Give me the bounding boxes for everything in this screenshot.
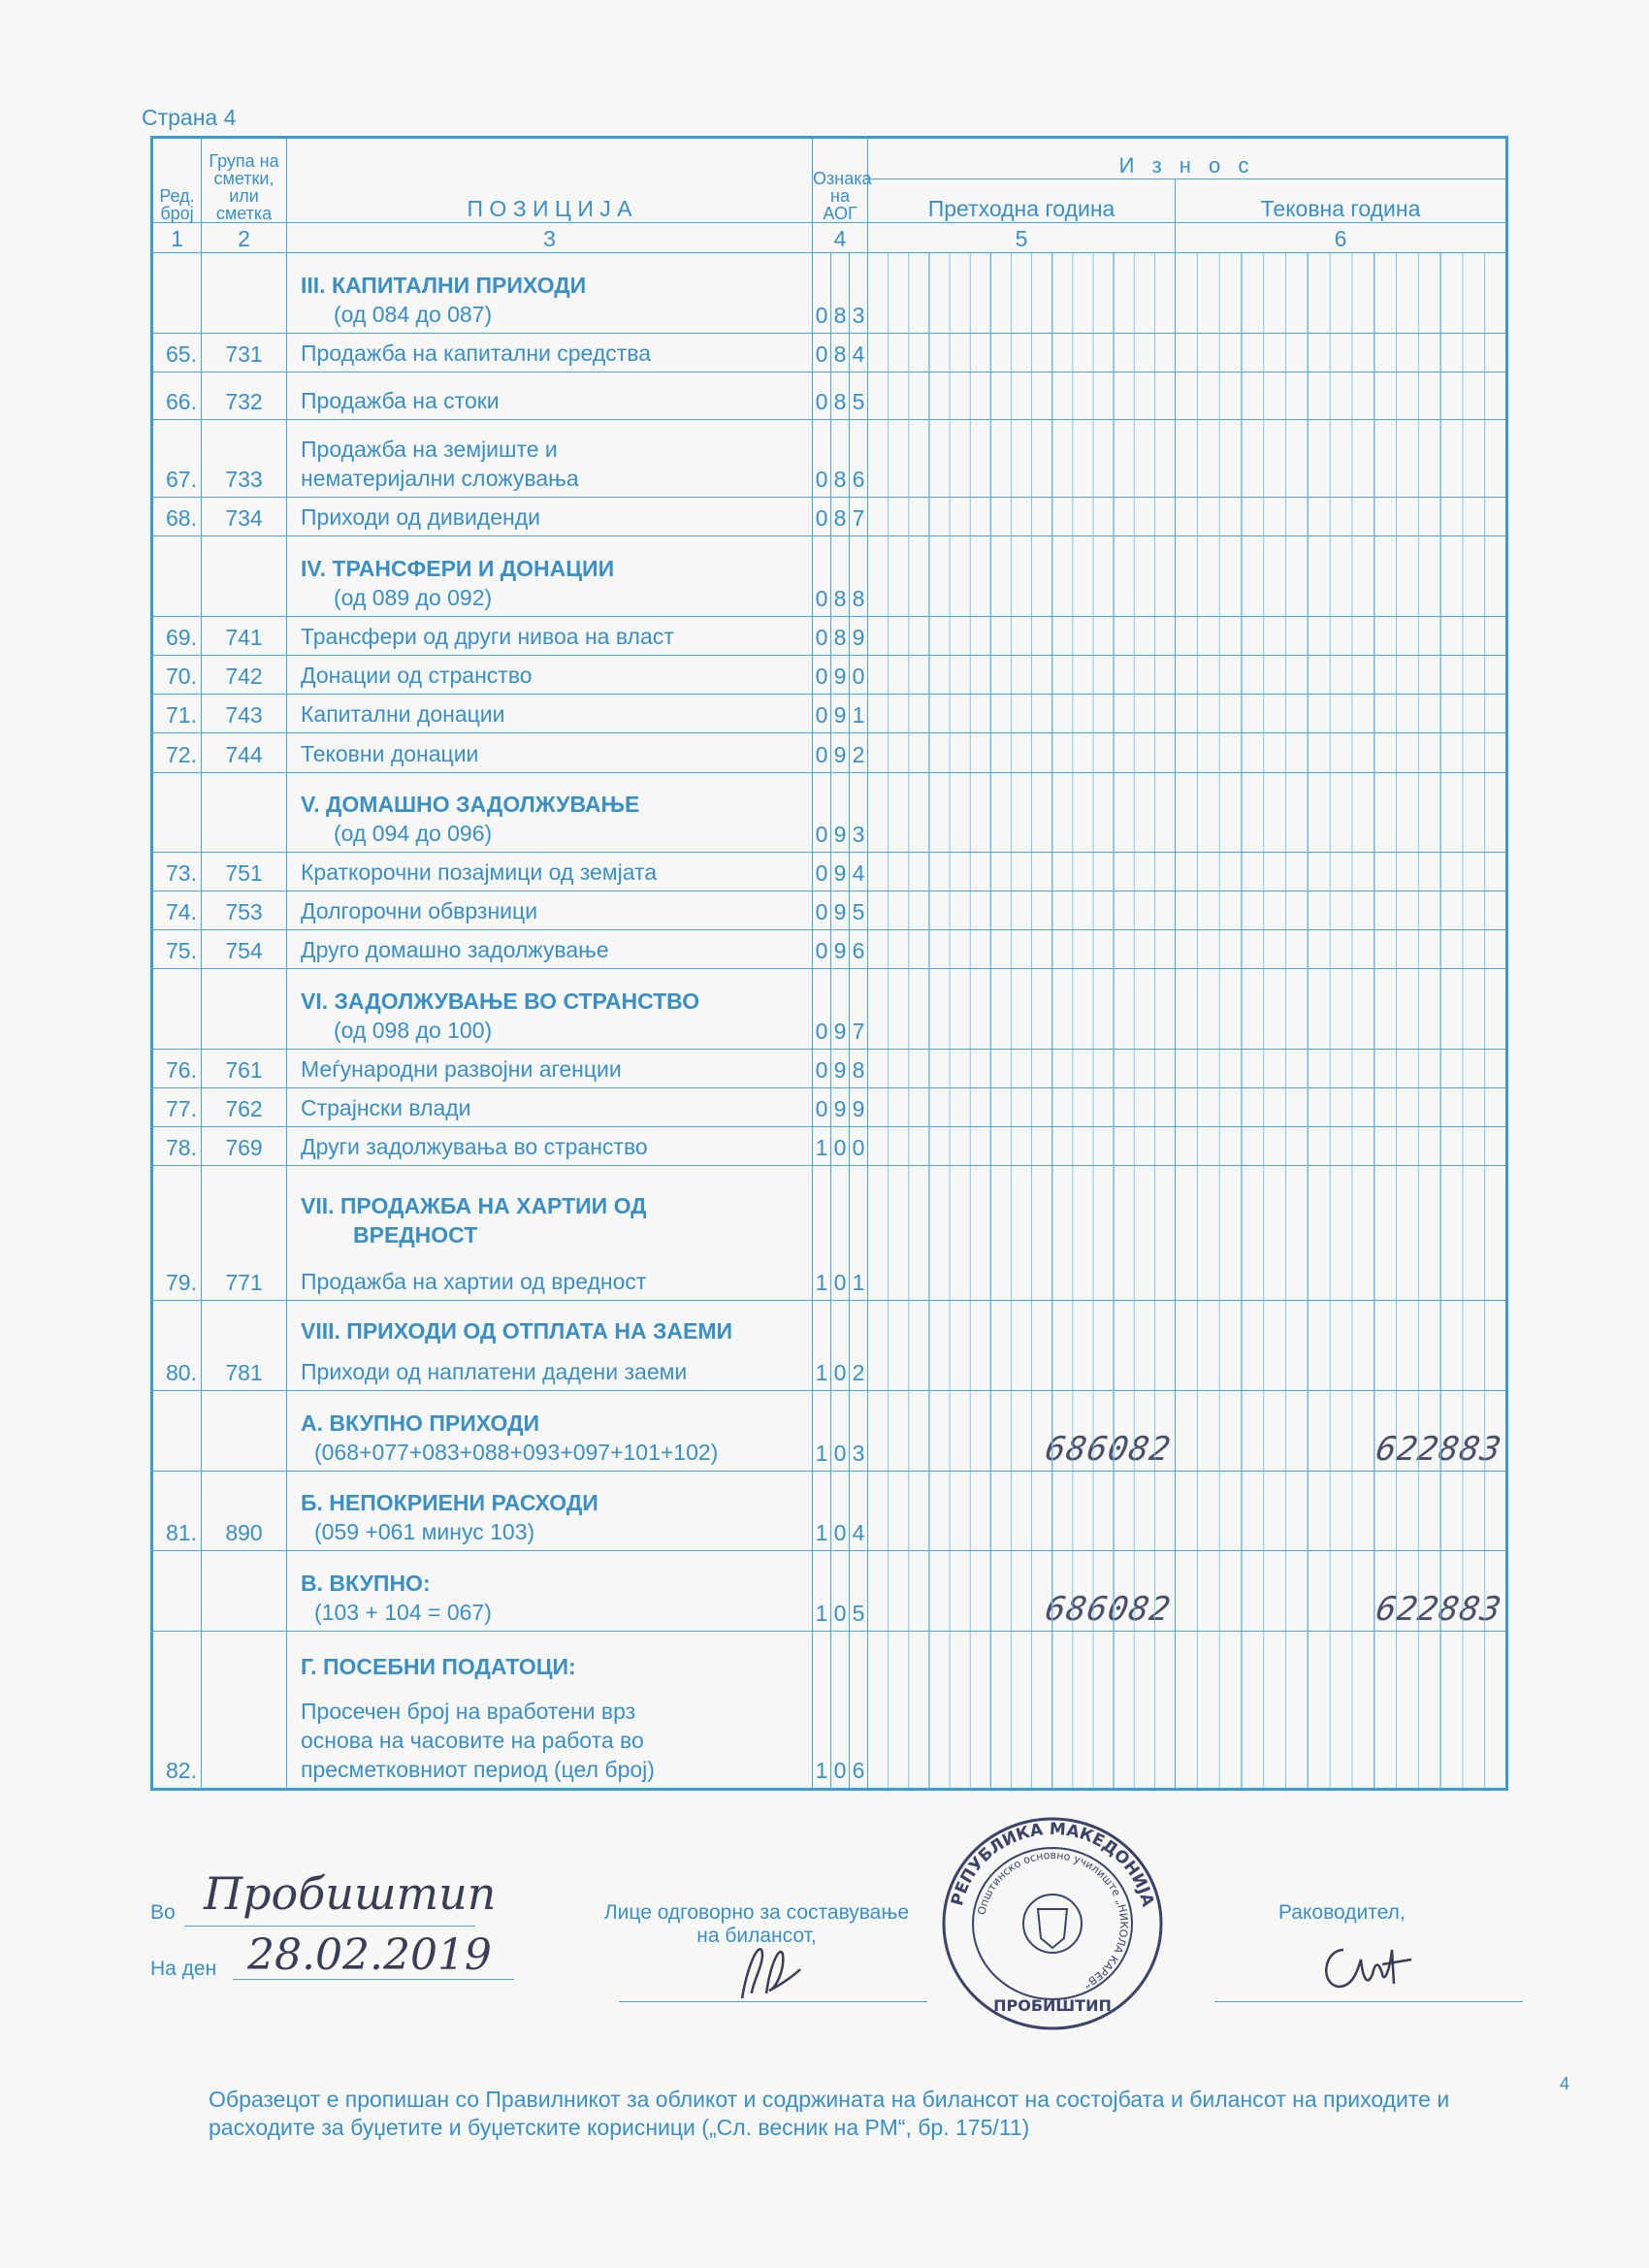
position-line: Приходи од дивиденди (301, 504, 540, 531)
aog-digit: 4 (850, 1471, 868, 1551)
amount-current-year[interactable] (1176, 1631, 1507, 1789)
aog-digit: 4 (850, 333, 868, 372)
aog-digit: 2 (850, 1300, 868, 1391)
aog-digit: 1 (813, 1166, 831, 1300)
position-line: Тековни донации (301, 740, 479, 766)
amount-current-year[interactable] (1176, 1166, 1507, 1300)
aog-digit: 1 (813, 1631, 831, 1789)
amount-current-year[interactable] (1176, 333, 1507, 372)
na-den-handwritten: 28.02.2019 (247, 1930, 492, 1980)
amount-current-year[interactable] (1176, 695, 1507, 733)
account-group: 744 (202, 733, 287, 772)
col-number-1: 1 (152, 223, 202, 253)
position-label (287, 498, 813, 536)
aog-digit: 5 (850, 891, 868, 930)
aog-digit: 8 (850, 536, 868, 617)
amount-current-year[interactable] (1176, 1551, 1507, 1632)
amount-current-year[interactable] (1176, 1088, 1507, 1127)
row-number (152, 1551, 202, 1632)
aog-digit: 5 (850, 1551, 868, 1632)
amount-previous-year[interactable] (868, 372, 1176, 419)
row-number: 73. (152, 853, 202, 891)
header-red-broj: Ред. број (152, 138, 202, 223)
aog-digit: 1 (850, 1166, 868, 1300)
aog-digit: 8 (831, 536, 850, 617)
account-group (202, 1551, 287, 1632)
table-row (152, 891, 1507, 930)
aog-digit: 0 (813, 930, 831, 969)
position-line: ВРЕДНОСТ (353, 1221, 478, 1247)
position-line: VIII. ПРИХОДИ ОД ОТПЛАТА НА ЗАЕМИ (301, 1318, 733, 1345)
account-group: 734 (202, 498, 287, 536)
position-label (287, 930, 813, 969)
aog-digit: 0 (813, 733, 831, 772)
amount-current-year[interactable] (1176, 1471, 1507, 1551)
aog-digit: 9 (831, 853, 850, 891)
amount-previous-year[interactable] (868, 333, 1176, 372)
row-number: 68. (152, 498, 202, 536)
position-line: Друго домашно задолжување (301, 937, 609, 963)
table-row (152, 253, 1507, 334)
aog-digit: 1 (813, 1551, 831, 1632)
table-row (152, 1050, 1507, 1088)
col-number-2: 2 (202, 223, 287, 253)
aog-digit: 0 (850, 1127, 868, 1166)
aog-digit: 9 (831, 772, 850, 853)
row-number (152, 772, 202, 853)
svg-text:Општинско основно училиште „НИ (976, 1849, 1130, 1991)
amount-current-year[interactable] (1176, 930, 1507, 969)
account-group: 731 (202, 333, 287, 372)
aog-digit: 4 (850, 853, 868, 891)
aog-digit: 0 (813, 1050, 831, 1088)
col-number-4: 4 (813, 223, 868, 253)
col-number-3: 3 (287, 223, 813, 253)
table-row (152, 1127, 1507, 1166)
row-number (152, 969, 202, 1050)
amount-previous-year[interactable] (868, 930, 1176, 969)
amount-current-year[interactable] (1176, 1391, 1507, 1472)
table-row (152, 772, 1507, 853)
amount-current-year[interactable] (1176, 969, 1507, 1050)
amount-current-year[interactable] (1176, 616, 1507, 655)
position-label (287, 616, 813, 655)
account-group: 761 (202, 1050, 287, 1088)
aog-digit: 0 (813, 969, 831, 1050)
aog-digit: 2 (850, 733, 868, 772)
aog-digit: 8 (831, 616, 850, 655)
position-label (287, 536, 813, 617)
position-label (287, 656, 813, 695)
position-line: Б. НЕПОКРИЕНИ РАСХОДИ (301, 1490, 598, 1516)
table-row (152, 733, 1507, 772)
position-line: V. ДОМАШНО ЗАДОЛЖУВАЊЕ (301, 792, 640, 818)
col-number-5: 5 (868, 223, 1176, 253)
table-row (152, 853, 1507, 891)
position-line: Продажба на земјиште и (301, 437, 558, 463)
aog-digit: 9 (831, 1050, 850, 1088)
row-number: 79. (152, 1166, 202, 1300)
vo-label: Во (150, 1901, 176, 1924)
aog-digit: 0 (813, 772, 831, 853)
position-label (287, 420, 813, 498)
amount-current-year[interactable] (1176, 420, 1507, 498)
table-row (152, 1088, 1507, 1127)
position-line: (103 + 104 = 067) (314, 1599, 492, 1625)
aog-digit: 1 (813, 1127, 831, 1166)
amount-previous-year[interactable] (868, 1166, 1176, 1300)
table-row (152, 695, 1507, 733)
amount-previous-year[interactable] (868, 536, 1176, 617)
account-group (202, 253, 287, 334)
row-number: 74. (152, 891, 202, 930)
aog-digit: 8 (831, 333, 850, 372)
row-number: 82. (152, 1631, 202, 1789)
amount-previous-year[interactable] (868, 420, 1176, 498)
header-iznos: И з н о с (868, 138, 1507, 179)
position-label (287, 253, 813, 334)
amount-current-year[interactable] (1176, 733, 1507, 772)
amount-previous-year[interactable] (868, 1631, 1176, 1789)
row-number: 71. (152, 695, 202, 733)
row-number: 80. (152, 1300, 202, 1391)
aog-digit: 0 (813, 498, 831, 536)
aog-digit: 9 (850, 616, 868, 655)
aog-digit: 0 (831, 1300, 850, 1391)
table-row (152, 1471, 1507, 1551)
position-line: В. ВКУПНО: (301, 1570, 431, 1596)
aog-digit: 3 (850, 1391, 868, 1472)
position-line: основа на часовите на работа во (301, 1728, 644, 1753)
aog-digit: 9 (831, 891, 850, 930)
amount-previous-year[interactable] (868, 1127, 1176, 1166)
aog-digit: 1 (850, 695, 868, 733)
account-group (202, 536, 287, 617)
position-line: Г. ПОСЕБНИ ПОДАТОЦИ: (301, 1654, 576, 1679)
responsible-signature (723, 1930, 810, 2008)
amount-previous-year[interactable] (868, 656, 1176, 695)
col-number-6: 6 (1176, 223, 1507, 253)
page-label: Страна 4 (142, 105, 237, 130)
account-group: 769 (202, 1127, 287, 1166)
amount-current-year[interactable] (1176, 536, 1507, 617)
balance-form-table (150, 136, 1508, 1791)
director-label: Раководител, (1278, 1901, 1406, 1924)
aog-digit: 9 (831, 1088, 850, 1127)
aog-digit: 0 (831, 1166, 850, 1300)
position-label (287, 1551, 813, 1632)
row-number (152, 253, 202, 334)
aog-digit: 9 (831, 656, 850, 695)
na-den-label: На ден (150, 1958, 217, 1980)
position-label (287, 1166, 813, 1300)
row-number: 65. (152, 333, 202, 372)
amount-previous-year[interactable] (868, 1471, 1176, 1551)
aog-digit: 8 (831, 253, 850, 334)
aog-digit: 0 (813, 420, 831, 498)
account-group: 733 (202, 420, 287, 498)
table-row (152, 1300, 1507, 1391)
aog-digit: 0 (813, 536, 831, 617)
handwritten-amount: 686082 (1042, 1429, 1175, 1469)
aog-digit: 8 (850, 1050, 868, 1088)
account-group: 771 (202, 1166, 287, 1300)
stamp-inner-text: Општинско основно училиште „НИКОЛА КАРЕВ“ (975, 1848, 1131, 1991)
position-line: IV. ТРАНСФЕРИ И ДОНАЦИИ (301, 555, 615, 581)
table-row (152, 1391, 1507, 1472)
amount-previous-year[interactable] (868, 1300, 1176, 1391)
aog-digit: 0 (813, 891, 831, 930)
row-number: 66. (152, 372, 202, 419)
position-line: (од 089 до 092) (334, 584, 493, 610)
position-label (287, 772, 813, 853)
position-line: (од 084 до 087) (334, 301, 493, 327)
aog-digit: 0 (831, 1471, 850, 1551)
row-number: 78. (152, 1127, 202, 1166)
table-row (152, 536, 1507, 617)
amount-current-year[interactable] (1176, 1127, 1507, 1166)
position-line: (059 +061 минус 103) (314, 1519, 535, 1545)
account-group: 754 (202, 930, 287, 969)
table-row (152, 333, 1507, 372)
position-label (287, 853, 813, 891)
position-line: Страјнски влади (301, 1095, 471, 1121)
aog-digit: 1 (813, 1471, 831, 1551)
aog-digit: 0 (813, 1088, 831, 1127)
aog-digit: 0 (813, 253, 831, 334)
table-row (152, 1551, 1507, 1632)
amount-previous-year[interactable] (868, 1391, 1176, 1472)
account-group: 743 (202, 695, 287, 733)
position-line: VI. ЗАДОЛЖУВАЊЕ ВО СТРАНСТВО (301, 988, 700, 1014)
header-grupa: Група на сметки, или сметка (202, 138, 287, 223)
table-row (152, 969, 1507, 1050)
amount-current-year[interactable] (1176, 772, 1507, 853)
aog-digit: 6 (850, 1631, 868, 1789)
amount-previous-year[interactable] (868, 891, 1176, 930)
aog-digit: 0 (831, 1391, 850, 1472)
aog-digit: 9 (850, 1088, 868, 1127)
amount-current-year[interactable] (1176, 1300, 1507, 1391)
amount-previous-year[interactable] (868, 1088, 1176, 1127)
amount-previous-year[interactable] (868, 733, 1176, 772)
table-row (152, 656, 1507, 695)
position-label (287, 1300, 813, 1391)
official-stamp (936, 1812, 1169, 2035)
table-row (152, 930, 1507, 969)
aog-digit: 7 (850, 969, 868, 1050)
handwritten-amount: 622883 (1373, 1429, 1505, 1469)
amount-current-year[interactable] (1176, 891, 1507, 930)
position-label (287, 1631, 813, 1789)
amount-previous-year[interactable] (868, 253, 1176, 334)
table-row (152, 616, 1507, 655)
position-label (287, 891, 813, 930)
aog-digit: 1 (813, 1391, 831, 1472)
aog-digit: 8 (831, 372, 850, 419)
page-number: 4 (1559, 2074, 1569, 2093)
position-label (287, 1471, 813, 1551)
position-line: Други задолжувања во странство (301, 1134, 648, 1160)
table-row (152, 1631, 1507, 1789)
row-number: 76. (152, 1050, 202, 1088)
table-row (152, 498, 1507, 536)
row-number: 70. (152, 656, 202, 695)
handwritten-amount: 622883 (1373, 1589, 1505, 1629)
account-group: 732 (202, 372, 287, 419)
aog-digit: 7 (850, 498, 868, 536)
position-line: А. ВКУПНО ПРИХОДИ (301, 1409, 539, 1436)
position-line: III. КАПИТАЛНИ ПРИХОДИ (301, 272, 587, 298)
position-line: (068+077+083+088+093+097+101+102) (314, 1439, 719, 1465)
position-line: Меѓународни развојни агенции (301, 1056, 622, 1083)
table-row (152, 420, 1507, 498)
row-number (152, 1391, 202, 1472)
aog-digit: 0 (850, 656, 868, 695)
aog-digit: 9 (831, 695, 850, 733)
amount-current-year[interactable] (1176, 253, 1507, 334)
row-number: 77. (152, 1088, 202, 1127)
position-label (287, 1088, 813, 1127)
director-signature-line (1214, 2001, 1523, 2002)
account-group: 751 (202, 853, 287, 891)
row-number: 81. (152, 1471, 202, 1551)
position-label (287, 1050, 813, 1088)
amount-previous-year[interactable] (868, 695, 1176, 733)
handwritten-amount: 686082 (1042, 1589, 1175, 1629)
aog-digit: 1 (813, 1300, 831, 1391)
row-number: 75. (152, 930, 202, 969)
amount-previous-year[interactable] (868, 772, 1176, 853)
account-group: 741 (202, 616, 287, 655)
position-line: VII. ПРОДАЖБА НА ХАРТИИ ОД (301, 1192, 647, 1218)
header-tekovna: Тековна година (1176, 179, 1507, 223)
position-line: Капитални донации (301, 701, 505, 728)
aog-digit: 0 (831, 1631, 850, 1789)
account-group (202, 1391, 287, 1472)
amount-previous-year[interactable] (868, 616, 1176, 655)
account-group: 762 (202, 1088, 287, 1127)
aog-digit: 6 (850, 930, 868, 969)
aog-digit: 0 (813, 616, 831, 655)
position-label (287, 372, 813, 419)
amount-current-year[interactable] (1176, 1050, 1507, 1088)
aog-digit: 9 (831, 930, 850, 969)
position-line: Краткорочни позајмици од земјата (301, 859, 658, 886)
position-line: Продажба на хартии од вредност (301, 1268, 647, 1294)
amount-previous-year[interactable] (868, 853, 1176, 891)
row-number: 69. (152, 616, 202, 655)
row-number: 72. (152, 733, 202, 772)
position-line: Приходи од наплатени дадени заеми (301, 1359, 688, 1385)
aog-digit: 6 (850, 420, 868, 498)
aog-digit: 0 (813, 372, 831, 419)
account-group: 781 (202, 1300, 287, 1391)
table-row (152, 372, 1507, 419)
account-group: 742 (202, 656, 287, 695)
aog-digit: 8 (831, 498, 850, 536)
amount-previous-year[interactable] (868, 969, 1176, 1050)
aog-digit: 9 (831, 969, 850, 1050)
header-prethodna: Претходна година (868, 179, 1176, 223)
responsible-label-line2: на билансот, (696, 1925, 817, 1947)
amount-current-year[interactable] (1176, 656, 1507, 695)
aog-digit: 0 (813, 695, 831, 733)
header-oznaka: Ознака на АОГ (813, 138, 868, 223)
position-label (287, 733, 813, 772)
aog-digit: 0 (831, 1551, 850, 1632)
stamp-outer-text: РЕПУБЛИКА МАКЕДОНИЈА (948, 1819, 1158, 1909)
header-pozicija: П О З И Ц И Ј А (287, 138, 813, 223)
aog-digit: 0 (831, 1127, 850, 1166)
position-line: Долгорочни обврзници (301, 898, 538, 924)
position-line: (од 098 до 100) (334, 1018, 493, 1043)
position-line: (од 094 до 096) (334, 821, 493, 847)
position-label (287, 333, 813, 372)
position-line: Донации од странство (301, 663, 533, 689)
account-group: 890 (202, 1471, 287, 1551)
aog-digit: 9 (831, 733, 850, 772)
position-label (287, 969, 813, 1050)
amount-current-year[interactable] (1176, 853, 1507, 891)
amount-previous-year[interactable] (868, 1551, 1176, 1632)
amount-previous-year[interactable] (868, 1050, 1176, 1088)
amount-current-year[interactable] (1176, 372, 1507, 419)
position-line: нематеријални сложувања (301, 466, 579, 492)
aog-digit: 8 (831, 420, 850, 498)
position-line: Трансфери од други нивоа на власт (301, 624, 674, 650)
table-row (152, 1166, 1507, 1300)
aog-digit: 3 (850, 253, 868, 334)
position-label (287, 1391, 813, 1472)
vo-handwritten: Пробиштип (204, 1867, 497, 1920)
position-line: пресметковниот период (цел број) (301, 1757, 655, 1782)
account-group (202, 969, 287, 1050)
row-number: 67. (152, 420, 202, 498)
responsible-label-line1: Лице одговорно за составување (603, 1901, 910, 1924)
aog-digit: 5 (850, 372, 868, 419)
vo-line (184, 1926, 475, 1927)
aog-digit: 3 (850, 772, 868, 853)
stamp-city: ПРОБИШТИП (993, 1996, 1112, 2015)
amount-previous-year[interactable] (868, 498, 1176, 536)
position-line: Продажба на стоки (301, 388, 500, 414)
account-group (202, 1631, 287, 1789)
director-signature (1314, 1930, 1421, 1998)
aog-digit: 0 (813, 656, 831, 695)
account-group: 753 (202, 891, 287, 930)
account-group (202, 772, 287, 853)
position-line: Продажба на капитални средства (301, 340, 652, 366)
footer-legal-note: Образецот е пропишан со Правилникот за обликот и содржината на билансот на состојбата и билансот на приходите и расходите за буџетите и буџетските корисници („Сл. весник на РМ“, бр. 175/11) (209, 2087, 1450, 2140)
amount-current-year[interactable] (1176, 498, 1507, 536)
position-label (287, 695, 813, 733)
position-line: Просечен број на вработени врз (301, 1699, 636, 1724)
aog-digit: 0 (813, 333, 831, 372)
aog-digit: 0 (813, 853, 831, 891)
row-number (152, 536, 202, 617)
position-label (287, 1127, 813, 1166)
